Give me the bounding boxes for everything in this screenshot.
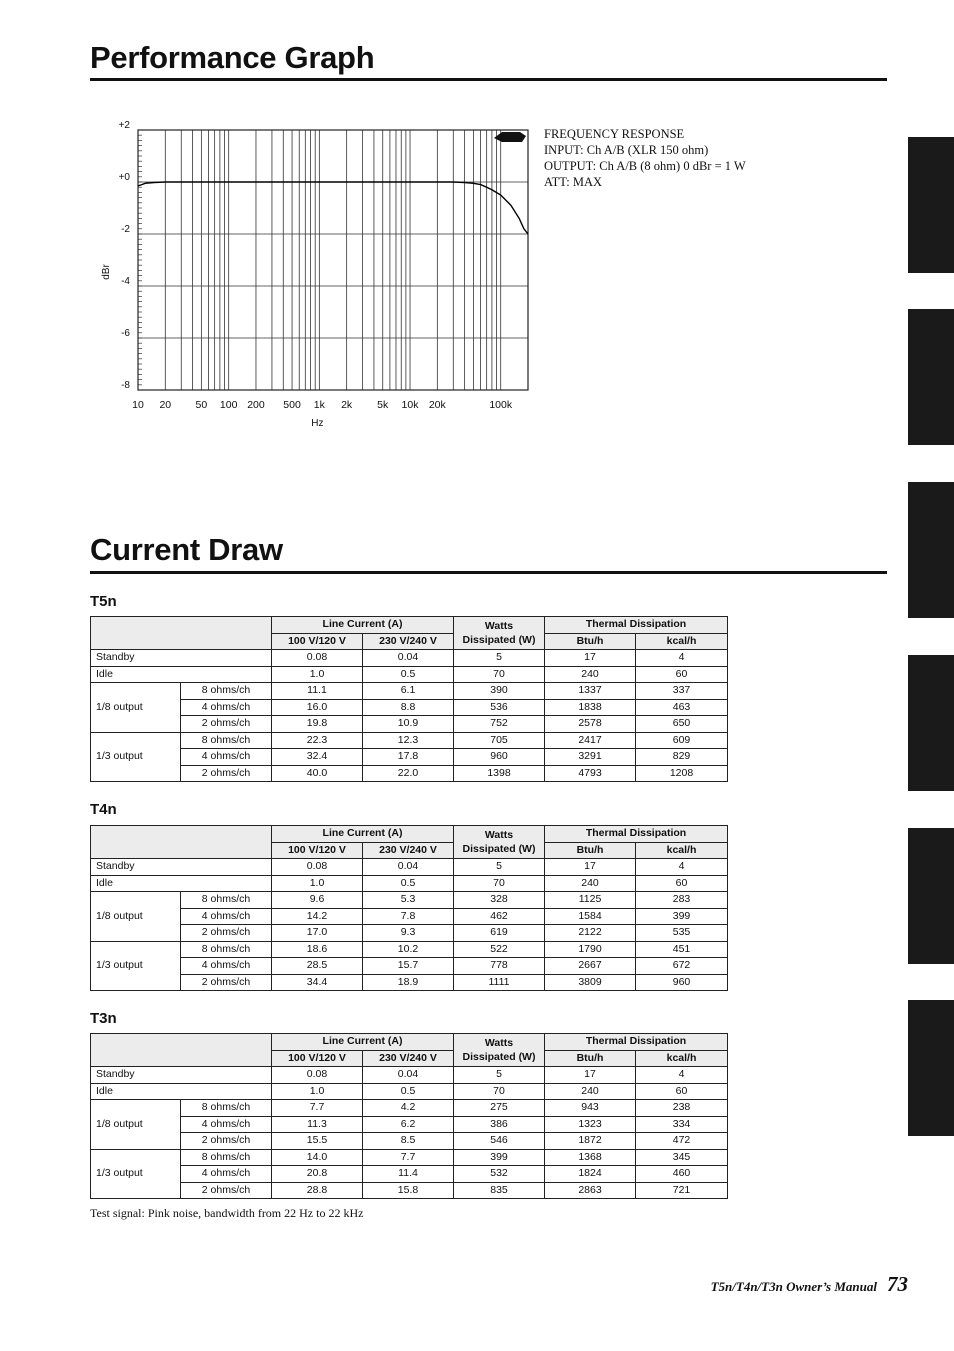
row-load-label: 2 ohms/ch <box>181 925 272 942</box>
cell-btu: 2863 <box>545 1182 636 1199</box>
cell-current-100v: 16.0 <box>272 699 363 716</box>
header-btu: Btu/h <box>545 842 636 859</box>
cell-watts: 705 <box>454 732 545 749</box>
cell-kcal: 451 <box>636 941 728 958</box>
current-draw-table-t4n <box>90 825 728 991</box>
row-load-label: 2 ohms/ch <box>181 974 272 991</box>
cell-current-100v: 15.5 <box>272 1133 363 1150</box>
cell-watts: 386 <box>454 1116 545 1133</box>
cell-kcal: 60 <box>636 666 728 683</box>
row-group-label: 1/8 output <box>91 1100 181 1150</box>
cell-current-100v: 1.0 <box>272 1083 363 1100</box>
table-header-row <box>91 826 728 843</box>
cell-btu: 17 <box>545 859 636 876</box>
header-watts-dissipated <box>454 617 545 650</box>
side-tab-1 <box>908 137 954 273</box>
cell-current-100v: 1.0 <box>272 875 363 892</box>
cell-watts: 778 <box>454 958 545 975</box>
header-230v: 230 V/240 V <box>363 633 454 650</box>
cell-kcal: 472 <box>636 1133 728 1150</box>
cell-btu: 2667 <box>545 958 636 975</box>
cell-current-100v: 14.2 <box>272 908 363 925</box>
cell-current-100v: 20.8 <box>272 1166 363 1183</box>
cell-kcal: 609 <box>636 732 728 749</box>
cell-watts: 328 <box>454 892 545 909</box>
cell-current-230v: 0.04 <box>363 859 454 876</box>
table-row <box>91 859 728 876</box>
row-label: Standby <box>91 650 272 667</box>
x-tick-label: 100k <box>489 399 513 411</box>
table-row <box>91 1067 728 1084</box>
header-line-current: Line Current (A) <box>272 1034 454 1051</box>
legend-line-4: ATT: MAX <box>544 175 603 189</box>
current-draw-table-t3n <box>90 1033 728 1199</box>
cell-current-230v: 6.2 <box>363 1116 454 1133</box>
cell-watts: 390 <box>454 683 545 700</box>
cell-btu: 1872 <box>545 1133 636 1150</box>
cell-current-100v: 1.0 <box>272 666 363 683</box>
manual-title: T5n/T4n/T3n Owner’s Manual <box>710 1279 877 1294</box>
header-230v: 230 V/240 V <box>363 1050 454 1067</box>
header-watts-dissipated <box>454 1034 545 1067</box>
cell-kcal: 399 <box>636 908 728 925</box>
cell-watts: 835 <box>454 1182 545 1199</box>
cell-current-100v: 40.0 <box>272 765 363 782</box>
cell-kcal: 960 <box>636 974 728 991</box>
row-load-label: 4 ohms/ch <box>181 699 272 716</box>
performance-graph-title: Performance Graph <box>90 40 375 75</box>
cell-watts: 275 <box>454 1100 545 1117</box>
cell-current-230v: 15.7 <box>363 958 454 975</box>
x-tick-label: 100 <box>219 399 238 411</box>
row-load-label: 4 ohms/ch <box>181 1166 272 1183</box>
row-load-label: 4 ohms/ch <box>181 749 272 766</box>
cell-current-230v: 22.0 <box>363 765 454 782</box>
row-load-label: 2 ohms/ch <box>181 1133 272 1150</box>
x-tick-label: 20k <box>428 399 446 411</box>
cell-current-230v: 7.8 <box>363 908 454 925</box>
y-tick-label: -6 <box>121 328 130 339</box>
x-axis-label: Hz <box>311 418 324 429</box>
table-row <box>91 1083 728 1100</box>
cell-current-230v: 12.3 <box>363 732 454 749</box>
model-label-t3n: T3n <box>90 1010 117 1027</box>
cell-current-230v: 0.04 <box>363 650 454 667</box>
cell-watts: 5 <box>454 650 545 667</box>
row-load-label: 2 ohms/ch <box>181 716 272 733</box>
cell-current-230v: 8.8 <box>363 699 454 716</box>
table-row <box>91 908 728 925</box>
current-draw-title: Current Draw <box>90 532 283 567</box>
header-kcal: kcal/h <box>636 842 728 859</box>
table-row <box>91 666 728 683</box>
y-tick-label: -2 <box>121 224 130 235</box>
cell-kcal: 460 <box>636 1166 728 1183</box>
header-blank-cell <box>91 826 272 859</box>
row-load-label: 8 ohms/ch <box>181 732 272 749</box>
row-load-label: 2 ohms/ch <box>181 765 272 782</box>
side-tab-2 <box>908 309 954 445</box>
legend-line-3: OUTPUT: Ch A/B (8 ohm) 0 dBr = 1 W <box>544 159 746 173</box>
cell-btu: 2122 <box>545 925 636 942</box>
cell-watts: 522 <box>454 941 545 958</box>
header-100v: 100 V/120 V <box>272 842 363 859</box>
table-row <box>91 1149 728 1166</box>
current-draw-title-rule <box>90 571 887 574</box>
cell-current-100v: 28.5 <box>272 958 363 975</box>
cell-kcal: 463 <box>636 699 728 716</box>
cell-current-230v: 0.5 <box>363 666 454 683</box>
cell-kcal: 672 <box>636 958 728 975</box>
cell-watts: 70 <box>454 1083 545 1100</box>
y-tick-label: +0 <box>118 172 130 183</box>
header-thermal-dissipation: Thermal Dissipation <box>545 826 728 843</box>
row-label: Idle <box>91 875 272 892</box>
header-blank-cell <box>91 1034 272 1067</box>
cell-watts: 960 <box>454 749 545 766</box>
table-row <box>91 1100 728 1117</box>
header-blank-cell <box>91 617 272 650</box>
x-tick-label: 50 <box>195 399 208 411</box>
row-load-label: 8 ohms/ch <box>181 892 272 909</box>
cell-current-100v: 0.08 <box>272 1067 363 1084</box>
x-tick-label: 500 <box>283 399 301 411</box>
analyzer-logo-icon <box>494 132 526 142</box>
row-label: Idle <box>91 666 272 683</box>
cell-btu: 240 <box>545 1083 636 1100</box>
row-load-label: 8 ohms/ch <box>181 941 272 958</box>
table-row <box>91 699 728 716</box>
row-load-label: 4 ohms/ch <box>181 958 272 975</box>
table-row <box>91 1133 728 1150</box>
table-row <box>91 875 728 892</box>
cell-kcal: 721 <box>636 1182 728 1199</box>
cell-current-100v: 11.1 <box>272 683 363 700</box>
cell-current-230v: 0.04 <box>363 1067 454 1084</box>
row-group-label: 1/3 output <box>91 732 181 782</box>
x-tick-label: 200 <box>247 399 265 411</box>
table-row <box>91 650 728 667</box>
cell-kcal: 4 <box>636 650 728 667</box>
cell-btu: 2578 <box>545 716 636 733</box>
cell-watts: 70 <box>454 875 545 892</box>
page-footer <box>711 1272 908 1297</box>
table-header-row <box>91 617 728 634</box>
x-tick-label: 1k <box>313 399 325 411</box>
row-label: Standby <box>91 859 272 876</box>
cell-current-100v: 22.3 <box>272 732 363 749</box>
cell-btu: 1125 <box>545 892 636 909</box>
chart-legend-block <box>544 126 746 190</box>
cell-current-230v: 10.2 <box>363 941 454 958</box>
cell-watts: 462 <box>454 908 545 925</box>
side-tab-3 <box>908 482 954 618</box>
header-line-current: Line Current (A) <box>272 826 454 843</box>
cell-kcal: 1208 <box>636 765 728 782</box>
cell-btu: 943 <box>545 1100 636 1117</box>
table-row <box>91 749 728 766</box>
table-row <box>91 1182 728 1199</box>
row-label: Idle <box>91 1083 272 1100</box>
x-tick-label: 10k <box>401 399 419 411</box>
x-tick-label: 5k <box>377 399 389 411</box>
x-tick-label: 2k <box>341 399 353 411</box>
row-load-label: 8 ohms/ch <box>181 1149 272 1166</box>
cell-watts: 619 <box>454 925 545 942</box>
row-group-label: 1/3 output <box>91 941 181 991</box>
table-row <box>91 765 728 782</box>
x-tick-label: 20 <box>159 399 172 411</box>
performance-title-rule <box>90 78 887 81</box>
model-label-t5n: T5n <box>90 593 117 610</box>
cell-watts: 752 <box>454 716 545 733</box>
cell-kcal: 535 <box>636 925 728 942</box>
header-watts-dissipated <box>454 826 545 859</box>
cell-kcal: 4 <box>636 859 728 876</box>
x-tick-label: 10 <box>132 399 144 411</box>
cell-current-100v: 11.3 <box>272 1116 363 1133</box>
header-btu: Btu/h <box>545 1050 636 1067</box>
row-group-label: 1/8 output <box>91 892 181 942</box>
cell-kcal: 4 <box>636 1067 728 1084</box>
cell-current-230v: 0.5 <box>363 875 454 892</box>
cell-watts: 399 <box>454 1149 545 1166</box>
table-row <box>91 716 728 733</box>
header-watts-line2: Dissipated (W) <box>462 843 536 855</box>
table-row <box>91 892 728 909</box>
header-watts-line2: Dissipated (W) <box>462 634 536 646</box>
header-kcal: kcal/h <box>636 1050 728 1067</box>
y-tick-label: -4 <box>121 276 130 287</box>
cell-kcal: 345 <box>636 1149 728 1166</box>
cell-btu: 240 <box>545 875 636 892</box>
test-signal-footnote: Test signal: Pink noise, bandwidth from 22 Hz to 22 kHz <box>90 1206 364 1220</box>
row-group-label: 1/8 output <box>91 683 181 733</box>
cell-current-230v: 8.5 <box>363 1133 454 1150</box>
header-watts-line1: Watts <box>484 620 514 632</box>
cell-btu: 1790 <box>545 941 636 958</box>
table-row <box>91 683 728 700</box>
cell-kcal: 283 <box>636 892 728 909</box>
cell-btu: 1323 <box>545 1116 636 1133</box>
cell-current-100v: 0.08 <box>272 859 363 876</box>
cell-current-100v: 18.6 <box>272 941 363 958</box>
cell-btu: 17 <box>545 650 636 667</box>
cell-kcal: 334 <box>636 1116 728 1133</box>
cell-watts: 1398 <box>454 765 545 782</box>
cell-current-230v: 11.4 <box>363 1166 454 1183</box>
cell-current-230v: 5.3 <box>363 892 454 909</box>
header-watts-line2: Dissipated (W) <box>462 1051 536 1063</box>
cell-btu: 1584 <box>545 908 636 925</box>
header-line-current: Line Current (A) <box>272 617 454 634</box>
cell-current-100v: 19.8 <box>272 716 363 733</box>
legend-line-1: FREQUENCY RESPONSE <box>544 127 685 141</box>
cell-current-100v: 32.4 <box>272 749 363 766</box>
cell-btu: 4793 <box>545 765 636 782</box>
cell-current-100v: 0.08 <box>272 650 363 667</box>
cell-watts: 532 <box>454 1166 545 1183</box>
header-100v: 100 V/120 V <box>272 633 363 650</box>
cell-current-100v: 34.4 <box>272 974 363 991</box>
cell-kcal: 829 <box>636 749 728 766</box>
row-load-label: 4 ohms/ch <box>181 908 272 925</box>
cell-btu: 240 <box>545 666 636 683</box>
header-watts-line1: Watts <box>484 1037 514 1049</box>
table-row <box>91 1116 728 1133</box>
cell-btu: 1824 <box>545 1166 636 1183</box>
model-label-t4n: T4n <box>90 801 117 818</box>
cell-kcal: 650 <box>636 716 728 733</box>
row-load-label: 2 ohms/ch <box>181 1182 272 1199</box>
table-row <box>91 974 728 991</box>
cell-kcal: 60 <box>636 875 728 892</box>
header-kcal: kcal/h <box>636 633 728 650</box>
y-tick-label: +2 <box>118 120 130 131</box>
cell-current-100v: 9.6 <box>272 892 363 909</box>
cell-current-100v: 7.7 <box>272 1100 363 1117</box>
row-load-label: 8 ohms/ch <box>181 683 272 700</box>
cell-watts: 5 <box>454 859 545 876</box>
cell-btu: 1838 <box>545 699 636 716</box>
cell-btu: 1368 <box>545 1149 636 1166</box>
cell-current-230v: 4.2 <box>363 1100 454 1117</box>
cell-kcal: 337 <box>636 683 728 700</box>
cell-watts: 536 <box>454 699 545 716</box>
y-tick-label: -8 <box>121 380 130 391</box>
cell-btu: 17 <box>545 1067 636 1084</box>
header-230v: 230 V/240 V <box>363 842 454 859</box>
row-label: Standby <box>91 1067 272 1084</box>
cell-current-100v: 17.0 <box>272 925 363 942</box>
cell-btu: 3809 <box>545 974 636 991</box>
cell-kcal: 238 <box>636 1100 728 1117</box>
cell-btu: 1337 <box>545 683 636 700</box>
frequency-response-chart <box>96 118 536 438</box>
cell-current-100v: 28.8 <box>272 1182 363 1199</box>
header-thermal-dissipation: Thermal Dissipation <box>545 1034 728 1051</box>
y-axis-label: dBr <box>101 264 112 280</box>
side-tab-5 <box>908 828 954 964</box>
header-btu: Btu/h <box>545 633 636 650</box>
table-row <box>91 1166 728 1183</box>
cell-btu: 3291 <box>545 749 636 766</box>
table-row <box>91 958 728 975</box>
row-load-label: 8 ohms/ch <box>181 1100 272 1117</box>
header-100v: 100 V/120 V <box>272 1050 363 1067</box>
cell-watts: 70 <box>454 666 545 683</box>
cell-current-230v: 9.3 <box>363 925 454 942</box>
plot-frame <box>138 130 528 390</box>
cell-current-100v: 14.0 <box>272 1149 363 1166</box>
cell-current-230v: 15.8 <box>363 1182 454 1199</box>
cell-watts: 5 <box>454 1067 545 1084</box>
table-header-row <box>91 1034 728 1051</box>
page-number: 73 <box>887 1272 908 1296</box>
table-row <box>91 732 728 749</box>
cell-btu: 2417 <box>545 732 636 749</box>
table-row <box>91 941 728 958</box>
side-tab-6 <box>908 1000 954 1136</box>
cell-current-230v: 17.8 <box>363 749 454 766</box>
cell-kcal: 60 <box>636 1083 728 1100</box>
row-load-label: 4 ohms/ch <box>181 1116 272 1133</box>
cell-current-230v: 6.1 <box>363 683 454 700</box>
cell-watts: 546 <box>454 1133 545 1150</box>
response-curve-line <box>138 182 528 234</box>
side-tab-4 <box>908 655 954 791</box>
current-draw-table-t5n <box>90 616 728 782</box>
cell-current-230v: 7.7 <box>363 1149 454 1166</box>
cell-current-230v: 18.9 <box>363 974 454 991</box>
cell-current-230v: 0.5 <box>363 1083 454 1100</box>
cell-watts: 1111 <box>454 974 545 991</box>
cell-current-230v: 10.9 <box>363 716 454 733</box>
row-group-label: 1/3 output <box>91 1149 181 1199</box>
header-thermal-dissipation: Thermal Dissipation <box>545 617 728 634</box>
table-row <box>91 925 728 942</box>
legend-line-2: INPUT: Ch A/B (XLR 150 ohm) <box>544 143 709 157</box>
header-watts-line1: Watts <box>484 829 514 841</box>
